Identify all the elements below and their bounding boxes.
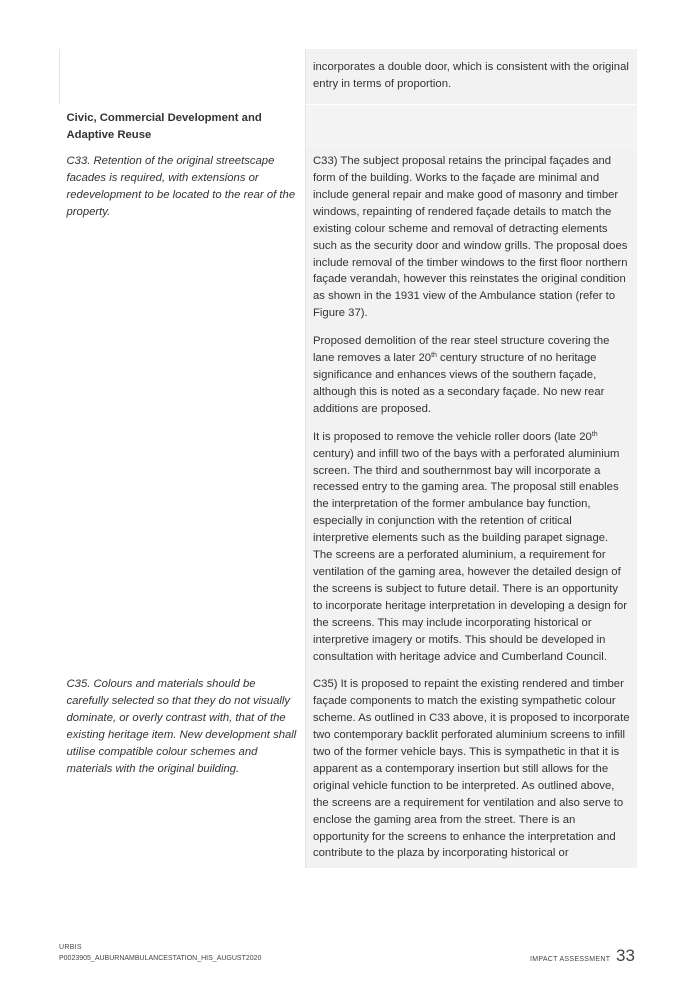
footer-section-title: IMPACT ASSESSMENT <box>530 956 611 963</box>
footer-document-reference: P0023905_AUBURNAMBULANCESTATION_HIS_AUGUST2020 <box>59 955 262 962</box>
impact-assessment-table <box>59 49 637 868</box>
section-heading: Civic, Commercial Development and Adaptive Reuse <box>66 112 262 142</box>
page-number: 33 <box>616 946 635 965</box>
table-row <box>60 148 637 671</box>
table-row <box>60 104 637 148</box>
table-cell-heading <box>60 104 306 148</box>
table-cell-criterion <box>60 671 306 868</box>
table-cell-response <box>306 671 637 868</box>
response-c33-paragraph-3: It is proposed to remove the vehicle roller doors (late 20th century) and infill two of the bays with a perforated aluminium screen. The third and southernmost bay will incorporate a recessed entry to the gaming area. The proposal still enables the interpretation of the former ambulance bay function, especially in conjunction with the retention of critical interpretive elements such as the building parapet signage. The screens are a perforated aluminium, a requirement for ventilation of the gaming area, however the detailed design of the screens is subject to future detail. There is an opportunity to incorporate heritage interpretation in developing a design for the screens. This may include incorporating historical or interpretive imagery or motifs. This should be developed in consultation with heritage advice and Cumberland Council. <box>313 430 628 663</box>
table-cell-empty <box>306 104 637 148</box>
criterion-c35: C35. Colours and materials should be carefully selected so that they do not visually dominate, or overly contrast with, that of the existing heritage item. New development shall utilise compatible colour schemes and materials with the original building. <box>66 678 297 775</box>
table-cell-response <box>306 148 637 671</box>
response-c33-paragraph-1: C33) The subject proposal retains the principal façades and form of the building. Works to the façade are minimal and include general repair and make good of masonry and timber windows, repainting of rendered façade details to match the existing colour scheme and removal of detracting elements such as the security door and window grills. The proposal does include removal of the timber windows to the first floor northern façade verandah, however this reinstates the original condition as shown in the 1931 view of the Ambulance station (refer to Figure 37). <box>313 155 628 320</box>
response-c33-paragraph-2: Proposed demolition of the rear steel structure covering the lane removes a later 20th century structure of no heritage significance and enhances views of the southern façade, although this is noted as a secondary façade. No new rear additions are proposed. <box>313 335 610 415</box>
table-row <box>60 671 637 868</box>
continued-response-text: incorporates a double door, which is consistent with the original entry in terms of proportion. <box>313 61 629 90</box>
footer-organisation: URBIS <box>59 944 82 951</box>
table-cell-empty <box>60 49 306 104</box>
criterion-c33: C33. Retention of the original streetscape facades is required, with extensions or redevelopment to be located to the rear of the property. <box>66 155 296 218</box>
table-cell-criterion <box>60 148 306 671</box>
response-c35-paragraph-1: C35) It is proposed to repaint the existing rendered and timber façade components to match the existing sympathetic colour scheme. As outlined in C33 above, it is proposed to incorporate two contemporary backlit perforated aluminium screens to infill two of the former vehicle bays. This is sympathetic in that it is apparent as a contemporary insertion but still allows for the original vehicle function to be interpreted. As outlined above, the screens are a requirement for ventilation and also serve to enclose the gaming area from the street. There is an opportunity for the screens to enhance the interpretation and contribute to the plaza by incorporating historical or <box>313 678 630 860</box>
table-cell-response <box>306 49 637 104</box>
table-row <box>60 49 637 104</box>
